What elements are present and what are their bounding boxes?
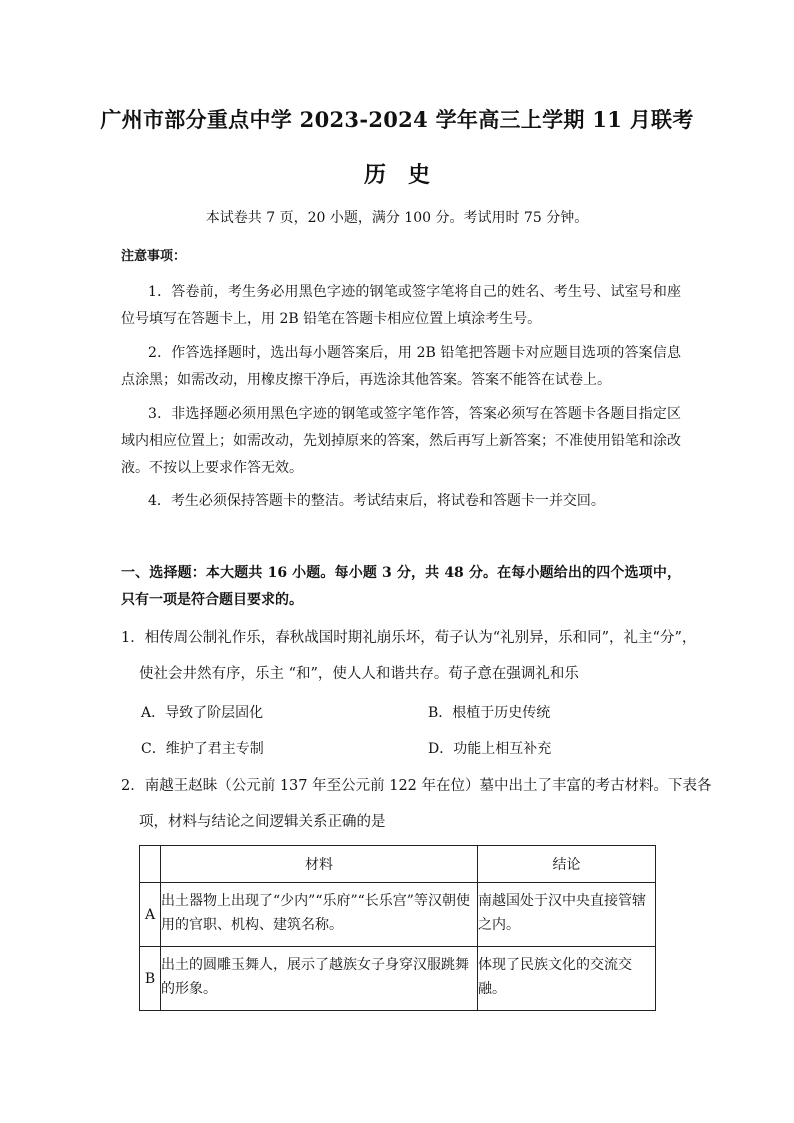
exam-title: 广州市部分重点中学 2023-2024 学年高三上学期 11 月联考 [100,107,694,132]
table-row [140,883,656,947]
table-corner-cell [140,846,161,883]
question-2-line1: 2．南越王赵眛（公元前 137 年至公元前 122 年在位）墓中出土了丰富的考古材料。下表各 [121,778,712,794]
table-header-conclusion: 结论 [478,846,656,883]
section-heading: 一、选择题：本大题共 16 小题。每小题 3 分，共 48 分。在每小题给出的四个选项中，只有一项是符合题目要求的。 [121,565,681,608]
note-item: 4．考生必须保持答题卡的整洁。考试结束后，将试卷和答题卡一并交回。 [148,493,605,509]
row-conclusion: 体现了民族文化的交流交融。 [478,947,656,1011]
exam-subject: 历史 [363,162,452,188]
question-1-option-a: A．导致了阶层固化 [141,705,264,721]
notes-heading: 注意事项： [121,249,187,264]
note-item: 1．答卷前，考生务必用黑色字迹的钢笔或签字笔将自己的姓名、考生号、试室号和座位号填写在答题卡上，用 2B 铅笔在答题卡相应位置上填涂考生号。 [121,284,681,327]
question-1-option-c: C．维护了君主专制 [141,741,264,757]
row-material: 出土的圆雕玉舞人，展示了越族女子身穿汉服跳舞的形象。 [161,947,478,1011]
table-header-material: 材料 [161,846,478,883]
material-table [139,845,656,1011]
question-1-option-d: D．功能上相互补充 [428,741,552,757]
note-item: 3．非选择题必须用黑色字迹的钢笔或签字笔作答，答案必须写在答题卡各题目指定区域内相应位置上；如需改动，先划掉原来的答案，然后再写上新答案；不准使用铅笔和涂改液。不按以上要求作答无效。 [121,406,681,476]
row-conclusion: 南越国处于汉中央直接管辖之内。 [478,883,656,947]
question-1-line1: 1．相传周公制礼作乐，春秋战国时期礼崩乐坏，荀子认为“礼别异，乐和同”，礼主“分”， [121,630,697,646]
note-item: 2．作答选择题时，选出每小题答案后，用 2B 铅笔把答题卡对应题目选项的答案信息点涂黑；如需改动，用橡皮擦干净后，再选涂其他答案。答案不能答在试卷上。 [121,345,681,388]
table-header-row [140,846,656,883]
row-label: A [140,883,161,947]
question-1-line2: 使社会井然有序，乐主 “和”，使人人和谐共存。荀子意在强调礼和乐 [139,666,579,682]
row-label: B [140,947,161,1011]
question-1-option-b: B．根植于历史传统 [428,705,551,721]
row-material: 出土器物上出现了“少内”“乐府”“长乐宫”等汉朝使用的官职、机构、建筑名称。 [161,883,478,947]
table-row [140,947,656,1011]
exam-intro: 本试卷共 7 页，20 小题，满分 100 分。考试用时 75 分钟。 [205,210,589,226]
question-2-line2: 项，材料与结论之间逻辑关系正确的是 [139,814,386,830]
